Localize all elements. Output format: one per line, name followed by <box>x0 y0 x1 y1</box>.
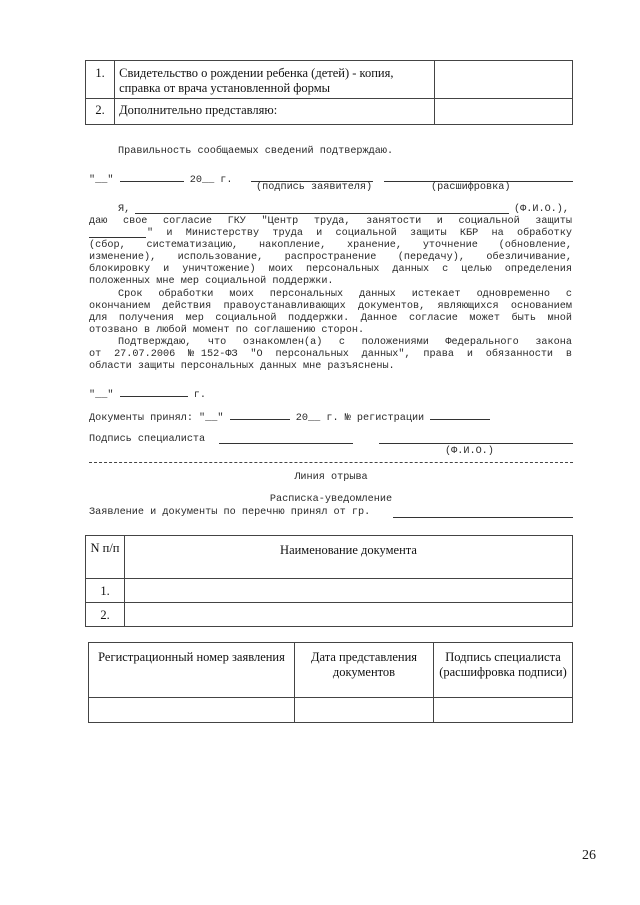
row-number: 1. <box>86 579 125 603</box>
reg-number-header: Регистрационный номер заявления <box>89 643 295 698</box>
table-row <box>89 698 573 723</box>
day-blank: __ <box>95 175 108 186</box>
consent-line: от 27.07.2006 №152-ФЗ "О персональных данных", права и обязанности в <box>89 349 572 360</box>
consent-line: блокировку и уничтожение) моих персональных данных с целью определения <box>89 264 572 275</box>
date-header: Дата представления документов <box>295 643 434 698</box>
registration-blank <box>430 410 490 420</box>
signature-cell <box>434 698 573 723</box>
reg-number-cell <box>89 698 295 723</box>
signature-caption: (подпись заявителя) <box>256 182 373 193</box>
consent-line: положенных мне мер социальной поддержки. <box>89 276 334 287</box>
day-blank: __ <box>205 413 218 424</box>
quote: " <box>89 390 96 401</box>
consent-line: окончанием действия правоустанавливающих документов, являющихся основанием <box>89 301 572 312</box>
consent-line: Срок обработки моих персональных данных истекает одновременно с <box>118 289 572 300</box>
quote: " <box>89 175 96 186</box>
quote: " <box>217 413 224 424</box>
month-blank <box>120 387 188 397</box>
spec-fio-caption: (Ф.И.О.) <box>445 446 494 457</box>
document-name: Свидетельство о рождении ребенка (детей) - копия, справка от врача установленной формы <box>115 61 435 99</box>
document-mark <box>435 99 573 125</box>
consent-date <box>89 387 206 402</box>
cut-line <box>89 462 573 463</box>
document-mark <box>435 61 573 99</box>
day-blank: __ <box>95 390 108 401</box>
table-row <box>86 61 573 99</box>
consent-line: области защиты персональных данных мне разъяснены. <box>89 361 395 372</box>
year-label: г. <box>193 390 206 401</box>
table-row <box>86 603 573 627</box>
consent-line: отозвано в любой момент по соглашению сторон. <box>89 325 365 336</box>
document-name: Дополнительно представляю: <box>115 99 435 125</box>
receipt-name-line <box>393 517 573 518</box>
table-row <box>86 579 573 603</box>
table-header-row <box>86 536 573 579</box>
docs-label: Документы принял: " <box>89 413 206 424</box>
consent-i: Я, <box>118 204 131 215</box>
row-number: 2. <box>86 603 125 627</box>
consent-line: изменение), использование, распространение (передачу), обезличивание, <box>89 252 572 263</box>
table-header-row <box>89 643 573 698</box>
cut-line-label: Линия отрыва <box>294 472 368 483</box>
confirm-text: Правильность сообщаемых сведений подтверждаю. <box>118 146 394 157</box>
decipher-caption: (расшифровка) <box>431 182 511 193</box>
date-cell <box>295 698 434 723</box>
receipt-text: Заявление и документы по перечню принял от гр. <box>89 507 371 518</box>
consent-line: (сбор, систематизацию, накопление, хранение, уточнение (обновление, <box>89 240 572 251</box>
name-header: Наименование документа <box>125 536 573 579</box>
signature-header: Подпись специалиста (расшифровка подписи) <box>434 643 573 698</box>
num-header: N п/п <box>86 536 125 579</box>
year-suffix: __ г. <box>201 175 233 186</box>
row-document <box>125 579 573 603</box>
consent-line: Подтверждаю, что ознакомлен(а) с положениями Федерального закона <box>118 337 572 348</box>
row-number: 2. <box>86 99 115 125</box>
table-row <box>86 99 573 125</box>
docs-accepted <box>89 410 490 425</box>
page-number: 26 <box>582 848 596 863</box>
month-blank <box>120 172 184 182</box>
date-field <box>89 172 233 187</box>
documents-table <box>85 60 573 125</box>
row-document <box>125 603 573 627</box>
month-blank <box>230 410 290 420</box>
spec-label: Подпись специалиста <box>89 434 206 445</box>
receipt-title: Расписка-уведомление <box>269 494 393 505</box>
spec-fio-line <box>379 443 573 444</box>
receipt-documents-table <box>85 535 573 627</box>
center-name-line <box>89 237 146 238</box>
fio-label: (Ф.И.О.), <box>514 204 570 215</box>
quote: " <box>107 390 114 401</box>
consent-line: для получения мер социальной поддержки. Данное согласие может быть мной <box>89 313 572 324</box>
quote: " <box>107 175 114 186</box>
spec-signature-line <box>219 443 353 444</box>
year-prefix: 20 <box>189 175 202 186</box>
consent-line: " и Министерству труда и социальной защиты КБР на обработку <box>147 228 572 239</box>
fio-line <box>135 213 509 214</box>
registration-table <box>88 642 573 723</box>
row-number: 1. <box>86 61 115 99</box>
consent-line: даю свое согласие ГКУ "Центр труда, занятости и социальной защиты <box>89 216 572 227</box>
registration-label: 20__ г. № регистрации <box>295 413 425 424</box>
